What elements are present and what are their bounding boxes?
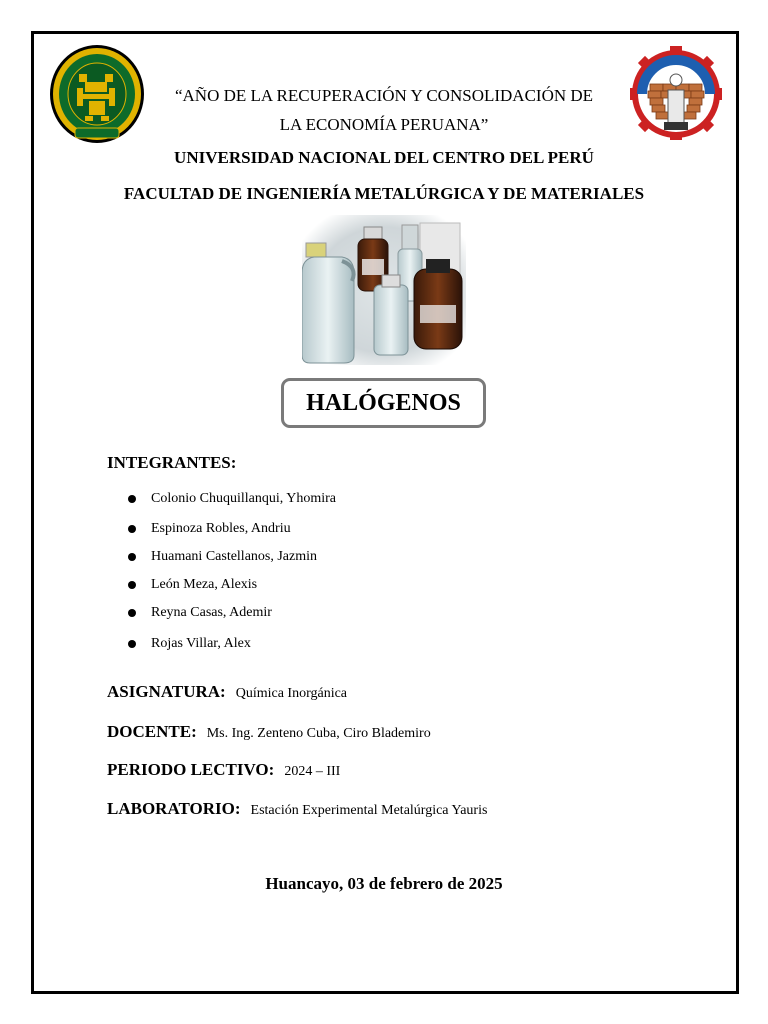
- period-value: 2024 – III: [284, 764, 341, 779]
- bullet-icon: [128, 525, 136, 533]
- course-value: Química Inorgánica: [235, 686, 348, 701]
- member-name: Rojas Villar, Alex: [151, 636, 251, 651]
- faculty-name: FACULTAD DE INGENIERÍA METALÚRGICA Y DE MATERIALES: [123, 184, 645, 203]
- member-name: Colonio Chuquillanqui, Yhomira: [151, 491, 336, 506]
- motto: [150, 81, 618, 139]
- bullet-icon: [128, 609, 136, 617]
- member-name: Reyna Casas, Ademir: [151, 605, 272, 620]
- member-name: Espinoza Robles, Andriu: [151, 521, 291, 536]
- motto-line-1: “AÑO DE LA RECUPERACIÓN Y CONSOLIDACIÓN DE: [174, 86, 594, 105]
- motto-line-2: LA ECONOMÍA PERUANA”: [279, 115, 489, 134]
- lab-label: LABORATORIO:: [107, 799, 241, 818]
- teacher-field: [107, 722, 431, 742]
- bullet-icon: [128, 553, 136, 561]
- period-label: PERIODO LECTIVO:: [107, 760, 275, 779]
- faculty-seal-icon: [628, 44, 724, 140]
- lab-field: [107, 799, 487, 819]
- page-border: [31, 31, 739, 994]
- document-date: Huancayo, 03 de febrero de 2025: [265, 874, 503, 893]
- university-seal-icon: [49, 44, 145, 144]
- members-heading: INTEGRANTES:: [107, 453, 237, 472]
- course-field: [107, 682, 347, 702]
- university-name: UNIVERSIDAD NACIONAL DEL CENTRO DEL PERÚ: [174, 148, 594, 167]
- member-name: León Meza, Alexis: [151, 577, 258, 592]
- bullet-icon: [128, 581, 136, 589]
- lab-value: Estación Experimental Metalúrgica Yauris: [250, 803, 488, 818]
- member-name: Huamani Castellanos, Jazmin: [151, 549, 318, 564]
- course-label: ASIGNATURA:: [107, 682, 226, 701]
- lab-bottles-photo: [302, 215, 466, 365]
- bullet-icon: [128, 495, 136, 503]
- period-field: [107, 760, 340, 780]
- teacher-value: Ms. Ing. Zenteno Cuba, Ciro Blademiro: [206, 726, 431, 741]
- document-title: HALÓGENOS: [281, 378, 486, 428]
- bullet-icon: [128, 640, 136, 648]
- teacher-label: DOCENTE:: [107, 722, 197, 741]
